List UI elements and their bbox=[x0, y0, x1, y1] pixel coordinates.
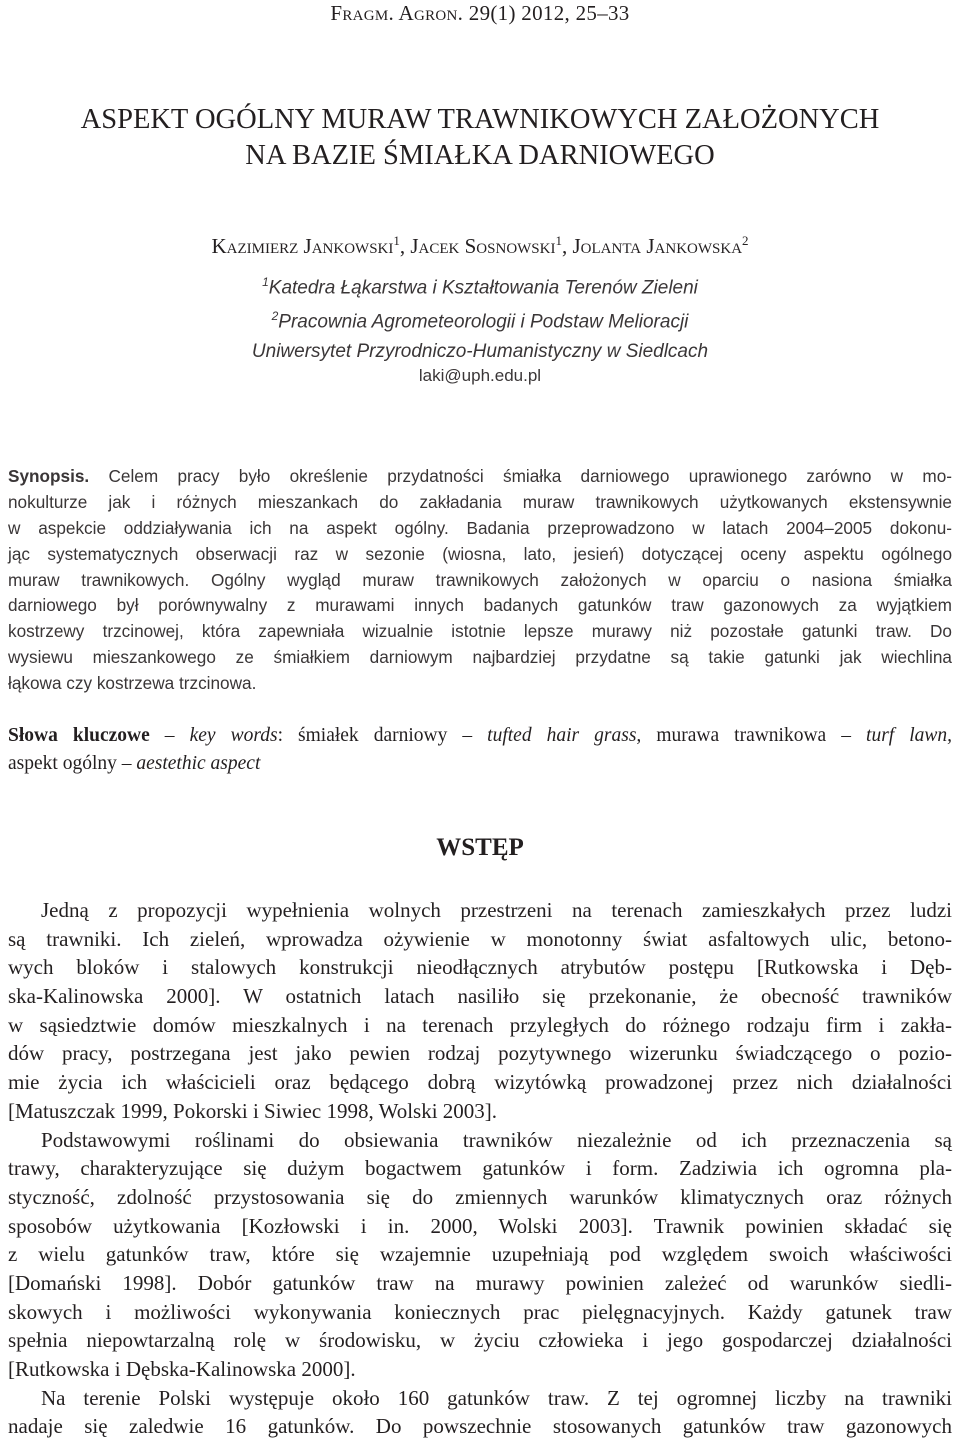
paragraph-line: ska-Kalinowska 2000]. W ostatnich latach nasiliło się przekonanie, że obecność trawników bbox=[8, 984, 952, 1009]
synopsis-line: wysiewu mieszankowego ze śmiałkiem darniowym najbardziej przydatne są takie gatunki jak wiechlina bbox=[8, 647, 952, 668]
paragraph-line: sposobów użytkowania [Kozłowski i in. 2000, Wolski 2003]. Trawnik powinien składać się bbox=[8, 1213, 952, 1238]
paragraph-line: z wielu gatunków traw, które się wzajemnie uzupełniają pod względem swoich właściwości bbox=[8, 1242, 952, 1267]
affiliation-line bbox=[0, 268, 960, 302]
body-text bbox=[8, 896, 952, 1441]
synopsis-line: kostrzewy trzcinowej, która zapewniała wizualnie istotnie lepsze murawy niż pozostałe gatunki traw. Do bbox=[8, 621, 952, 642]
keywords-dash: – bbox=[826, 725, 867, 746]
paragraph-line: [Matuszczak 1999, Pokorski i Siwiec 1998, Wolski 2003]. bbox=[8, 1098, 498, 1123]
synopsis-line: darniowego był porównywalny z murawami innych badanych gatunków traw gazonowych za wyjątkiem bbox=[8, 595, 952, 616]
synopsis-label: Synopsis. bbox=[8, 466, 90, 486]
keywords-label: Słowa kluczowe bbox=[8, 725, 150, 746]
keywords-colon: : bbox=[277, 725, 299, 746]
paragraph-line: są trawniki. Ich zieleń, wprowadza ożywienie w monotonny świat asfaltowych ulic, betono- bbox=[8, 926, 952, 951]
title-line-2: NA BAZIE ŚMIAŁKA DARNIOWEGO bbox=[245, 140, 715, 171]
paragraph-line: skowych i możliwości wykonywania koniecznych prac pielęgnacyjnych. Każdy gatunek traw bbox=[8, 1299, 952, 1324]
author-separator: , bbox=[399, 234, 411, 258]
paragraph-line: Podstawowymi roślinami do obsiewania trawników niezależnie od ich przeznaczenia są bbox=[41, 1127, 952, 1152]
keywords-line bbox=[8, 722, 952, 750]
author-name: Kazimierz Jankowski bbox=[211, 234, 394, 258]
affiliation-line bbox=[0, 337, 960, 366]
keyword-en: turf lawn, bbox=[866, 725, 953, 746]
affiliation-text: Pracownia Agrometeorologii i Podstaw Melioracji bbox=[278, 311, 689, 333]
affiliation-mark: 2 bbox=[271, 309, 279, 324]
author-name: Jacek Sosnowski bbox=[410, 234, 556, 258]
paragraph-line: styczność, zdolność przystosowania się do zmiennych warunków klimatycznych oraz różnych bbox=[8, 1184, 952, 1209]
keyword-en: tufted hair grass, bbox=[487, 725, 642, 746]
keyword-pl: murawa trawnikowa bbox=[641, 725, 827, 746]
paragraph-line: [Domański 1998]. Dobór gatunków traw na murawy powinien zależeć od warunków siedli- bbox=[8, 1270, 952, 1295]
paragraph-line: [Rutkowska i Dębska-Kalinowska 2000]. bbox=[8, 1357, 356, 1381]
keywords bbox=[8, 722, 952, 778]
keywords-dash: – bbox=[447, 725, 488, 746]
synopsis-line: muraw trawnikowych. Ogólny wygląd muraw trawnikowych założonych w oparciu o nasiona śmiałka bbox=[8, 569, 952, 590]
keyword-pl: śmiałek darniowy bbox=[298, 725, 448, 746]
affiliation-line bbox=[0, 302, 960, 336]
author-affiliation-mark: 1 bbox=[393, 233, 400, 248]
article-title bbox=[0, 102, 960, 174]
paragraph-line: w sąsiedztwie domów mieszkalnych i na terenach przyległych do różnego rodzaju firm i zakła- bbox=[8, 1012, 952, 1037]
author-name: Jolanta Jankowska bbox=[572, 234, 743, 258]
paragraph-line: Jedną z propozycji wypełnienia wolnych przestrzeni na terenach zamieszkałych przez ludzi bbox=[41, 898, 952, 922]
journal-reference: Fragm. Agron. 29(1) 2012, 25–33 bbox=[330, 1, 630, 25]
synopsis-line bbox=[8, 464, 952, 490]
keywords-dash: – bbox=[116, 753, 137, 774]
paragraph-line: mie życia ich właścicieli oraz będącego dobrą wizytówką prowadzonej przez nich działalności bbox=[8, 1070, 952, 1095]
author-affiliation-mark: 1 bbox=[555, 233, 562, 248]
synopsis-line: w aspekcie oddziaływania ich na aspekt ogólny. Badania przeprowadzono w latach 2004–2005 dokonu- bbox=[8, 517, 952, 538]
affiliation-mark: 1 bbox=[262, 275, 269, 289]
author-separator: , bbox=[561, 234, 573, 258]
paragraph-line: spełnia niepowtarzalną rolę w środowisku, w życiu człowieka i jego gospodarczej działalności bbox=[8, 1328, 952, 1353]
synopsis-line: nokulturze jak i różnych mieszankach do zakładania muraw trawnikowych użytkowanych ekstensywnie bbox=[8, 491, 952, 512]
keywords-dash: – bbox=[149, 725, 190, 746]
synopsis-text: Celem pracy było określenie przydatności śmiałka darniowego uprawionego zarówno w mo- bbox=[89, 466, 952, 486]
paragraph-line: wych bloków i stalowych konstrukcji nieodłącznych atrybutów postępu [Rutkowska i Dęb- bbox=[8, 955, 952, 980]
synopsis-line: jąc systematycznych obserwacji raz w sezonie (wiosna, lato, jesień) dotyczącej oceny aspektu ogólnego bbox=[8, 543, 952, 564]
synopsis bbox=[8, 464, 952, 697]
author-affiliation-mark: 2 bbox=[742, 233, 749, 248]
section-heading: WSTĘP bbox=[436, 834, 524, 861]
paragraph-line: dów pracy, postrzegana jest jako pewien rodzaj pozytywnego wizerunku świadczącego o pozio- bbox=[8, 1041, 952, 1066]
title-line-1: ASPEKT OGÓLNY MURAW TRAWNIKOWYCH ZAŁOŻONYCH bbox=[80, 104, 880, 135]
paragraph-line: Na terenie Polski występuje około 160 gatunków traw. Z tej ogromnej liczby na trawniki bbox=[41, 1385, 952, 1410]
synopsis-line: łąkowa czy kostrzewa trzcinowa. bbox=[8, 673, 257, 694]
contact-email: laki@uph.edu.pl bbox=[418, 366, 542, 385]
keywords-en-label: key words bbox=[189, 725, 278, 746]
paragraph-line: trawy, charakteryzujące się dużym bogactwem gatunków i form. Zadziwia ich ogromna pla- bbox=[8, 1156, 952, 1181]
keywords-line bbox=[8, 750, 952, 778]
affiliation-text: Uniwersytet Przyrodniczo-Humanistyczny w Siedlcach bbox=[251, 340, 709, 362]
keyword-pl: aspekt ogólny bbox=[8, 753, 117, 774]
paragraph-line: nadaje się zaledwie 16 gatunków. Do powszechnie stosowanych gatunków traw gazonowych bbox=[8, 1414, 952, 1439]
affiliations bbox=[0, 268, 960, 366]
affiliation-text: Katedra Łąkarstwa i Kształtowania Terenów Zieleni bbox=[268, 277, 698, 299]
author-list bbox=[0, 226, 960, 261]
keyword-en: aestethic aspect bbox=[136, 753, 261, 774]
